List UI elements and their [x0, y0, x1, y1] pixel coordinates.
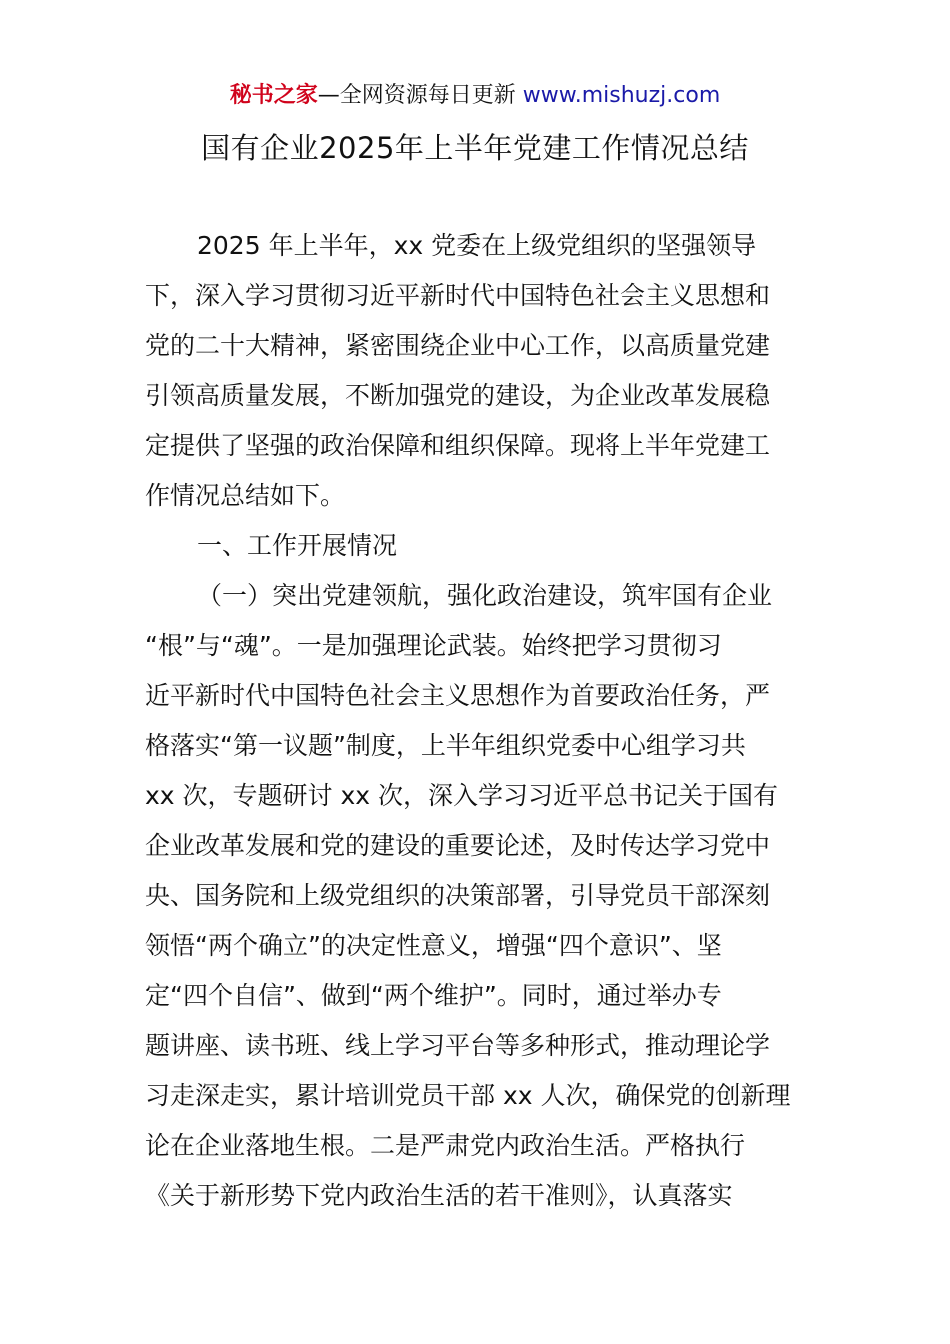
text-line: 习走深走实，累计培训党员干部 xx 人次，确保党的创新理: [145, 1081, 791, 1110]
brand-name: 秘书之家: [229, 83, 318, 108]
text-line: 近平新时代中国特色社会主义思想作为首要政治任务，严: [145, 681, 771, 710]
text-line: 2025 年上半年，xx 党委在上级党组织的坚强领导: [197, 231, 757, 260]
section-heading: 一、工作开展情况: [197, 531, 398, 560]
text-line: 格落实“第一议题”制度，上半年组织党委中心组学习共: [145, 731, 746, 760]
text-line: 党的二十大精神，紧密围绕企业中心工作，以高质量党建: [145, 331, 771, 360]
text-line: 《关于新形势下党内政治生活的若干准则》，认真落实: [145, 1181, 733, 1210]
text-line: xx 次，专题研讨 xx 次，深入学习习近平总书记关于国有: [145, 781, 779, 810]
header-tagline: —全网资源每日更新: [317, 83, 516, 108]
text-line: 题讲座、读书班、线上学习平台等多种形式，推动理论学: [145, 1031, 771, 1060]
text-line: 引领高质量发展，不断加强党的建设，为企业改革发展稳: [145, 381, 771, 410]
document-title: 国有企业2025年上半年党建工作情况总结: [201, 131, 749, 165]
text-line: 定提供了坚强的政治保障和组织保障。现将上半年党建工: [145, 431, 771, 460]
site-url-link[interactable]: www.mishuzj.com: [522, 83, 721, 108]
text-line: “根”与“魂”。一是加强理论武装。始终把学习贯彻习: [145, 631, 722, 660]
site-header: [0, 80, 950, 112]
text-line: 论在企业落地生根。二是严肃党内政治生活。严格执行: [145, 1131, 746, 1160]
text-line: 下，深入学习贯彻习近平新时代中国特色社会主义思想和: [145, 281, 771, 310]
text-line: 作情况总结如下。: [145, 481, 346, 510]
text-line: 央、国务院和上级党组织的决策部署，引导党员干部深刻: [145, 881, 771, 910]
text-line: 企业改革发展和党的建设的重要论述，及时传达学习党中: [145, 831, 771, 860]
text-line: （一）突出党建领航，强化政治建设，筑牢国有企业: [197, 581, 773, 610]
text-line: 领悟“两个确立”的决定性意义，增强“四个意识”、坚: [145, 931, 722, 960]
document-body: [145, 226, 807, 1226]
text-line: 定“四个自信”、做到“两个维护”。同时，通过举办专: [145, 981, 722, 1010]
